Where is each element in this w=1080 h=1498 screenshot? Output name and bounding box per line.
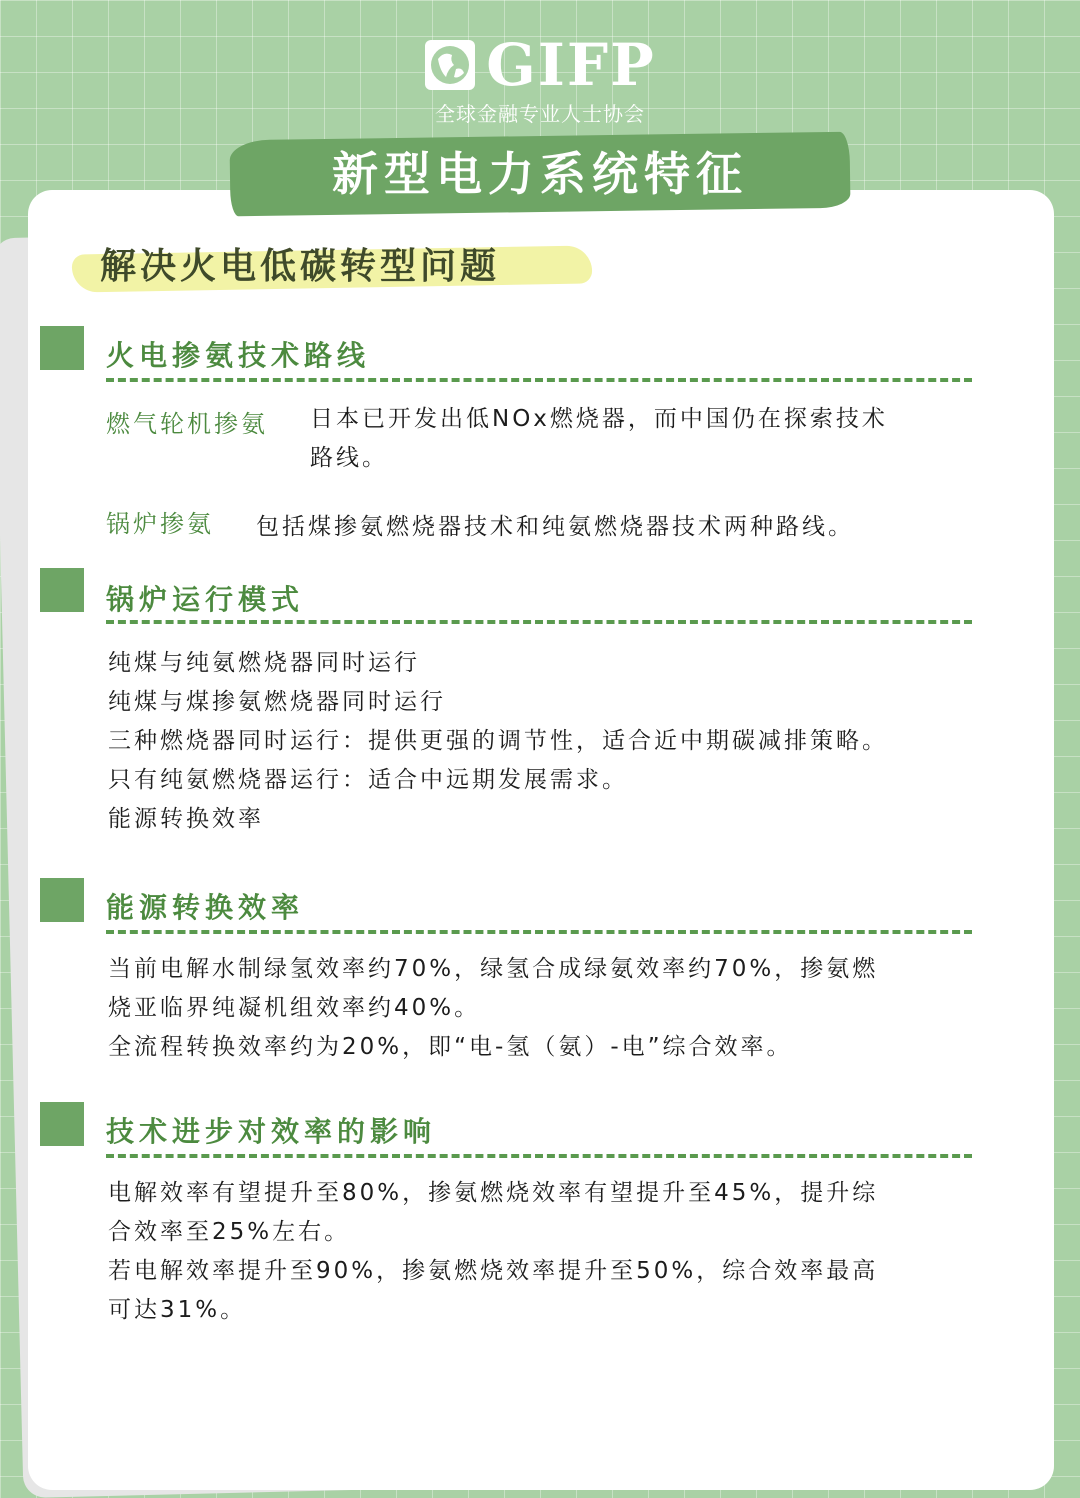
section-marker xyxy=(40,326,84,370)
section-divider xyxy=(106,378,972,382)
text-line: 纯煤与煤掺氨燃烧器同时运行 xyxy=(108,689,446,715)
section-body xyxy=(108,644,888,839)
row-label: 燃气轮机掺氨 xyxy=(106,410,268,438)
text-line: 只有纯氨燃烧器运行：适合中远期发展需求。 xyxy=(108,767,628,793)
text-line: 日本已开发出低NOx燃烧器，而中国仍在探索技术 xyxy=(310,406,888,432)
text-line: 包括煤掺氨燃烧器技术和纯氨燃烧器技术两种路线。 xyxy=(256,514,854,540)
text-line: 能源转换效率 xyxy=(108,806,264,832)
text-line: 路线。 xyxy=(310,445,388,471)
section-body xyxy=(108,1174,878,1330)
text-line: 纯煤与纯氨燃烧器同时运行 xyxy=(108,650,420,676)
section-title: 能源转换效率 xyxy=(106,891,305,924)
text-line: 电解效率有望提升至80%，掺氨燃烧效率有望提升至45%，提升综 xyxy=(108,1180,879,1206)
section-title: 技术进步对效率的影响 xyxy=(106,1115,437,1148)
section-divider xyxy=(106,1154,972,1158)
section-marker xyxy=(40,1102,84,1146)
logo-name: GIFP xyxy=(486,31,656,99)
section-title: 锅炉运行模式 xyxy=(106,583,305,616)
text-line: 当前电解水制绿氢效率约70%，绿氢合成绿氨效率约70%，掺氨燃 xyxy=(108,956,879,982)
section-marker xyxy=(40,878,84,922)
text-line: 合效率至25%左右。 xyxy=(108,1219,351,1245)
globe-icon xyxy=(424,39,476,91)
text-line: 三种燃烧器同时运行：提供更强的调节性，适合近中期碳减排策略。 xyxy=(108,728,888,754)
text-line: 全流程转换效率约为20%，即“电-氢（氨）-电”综合效率。 xyxy=(108,1034,793,1060)
text-line: 烧亚临界纯凝机组效率约40%。 xyxy=(108,995,481,1021)
subtitle: 解决火电低碳转型问题 xyxy=(100,246,501,287)
section-title: 火电掺氨技术路线 xyxy=(106,339,371,372)
text-line: 可达31%。 xyxy=(108,1297,247,1323)
section-divider xyxy=(106,930,972,934)
row-text xyxy=(310,400,888,478)
row-text xyxy=(256,508,854,547)
text-line: 若电解效率提升至90%，掺氨燃烧效率提升至50%，综合效率最高 xyxy=(108,1258,879,1284)
row-label: 锅炉掺氨 xyxy=(106,510,214,538)
logo-subtitle: 全球金融专业人士协会 xyxy=(435,102,645,126)
section-divider xyxy=(106,620,972,624)
page-title: 新型电力系统特征 xyxy=(332,147,748,201)
logo xyxy=(0,31,1080,127)
section-body xyxy=(108,950,878,1067)
section-marker xyxy=(40,568,84,612)
